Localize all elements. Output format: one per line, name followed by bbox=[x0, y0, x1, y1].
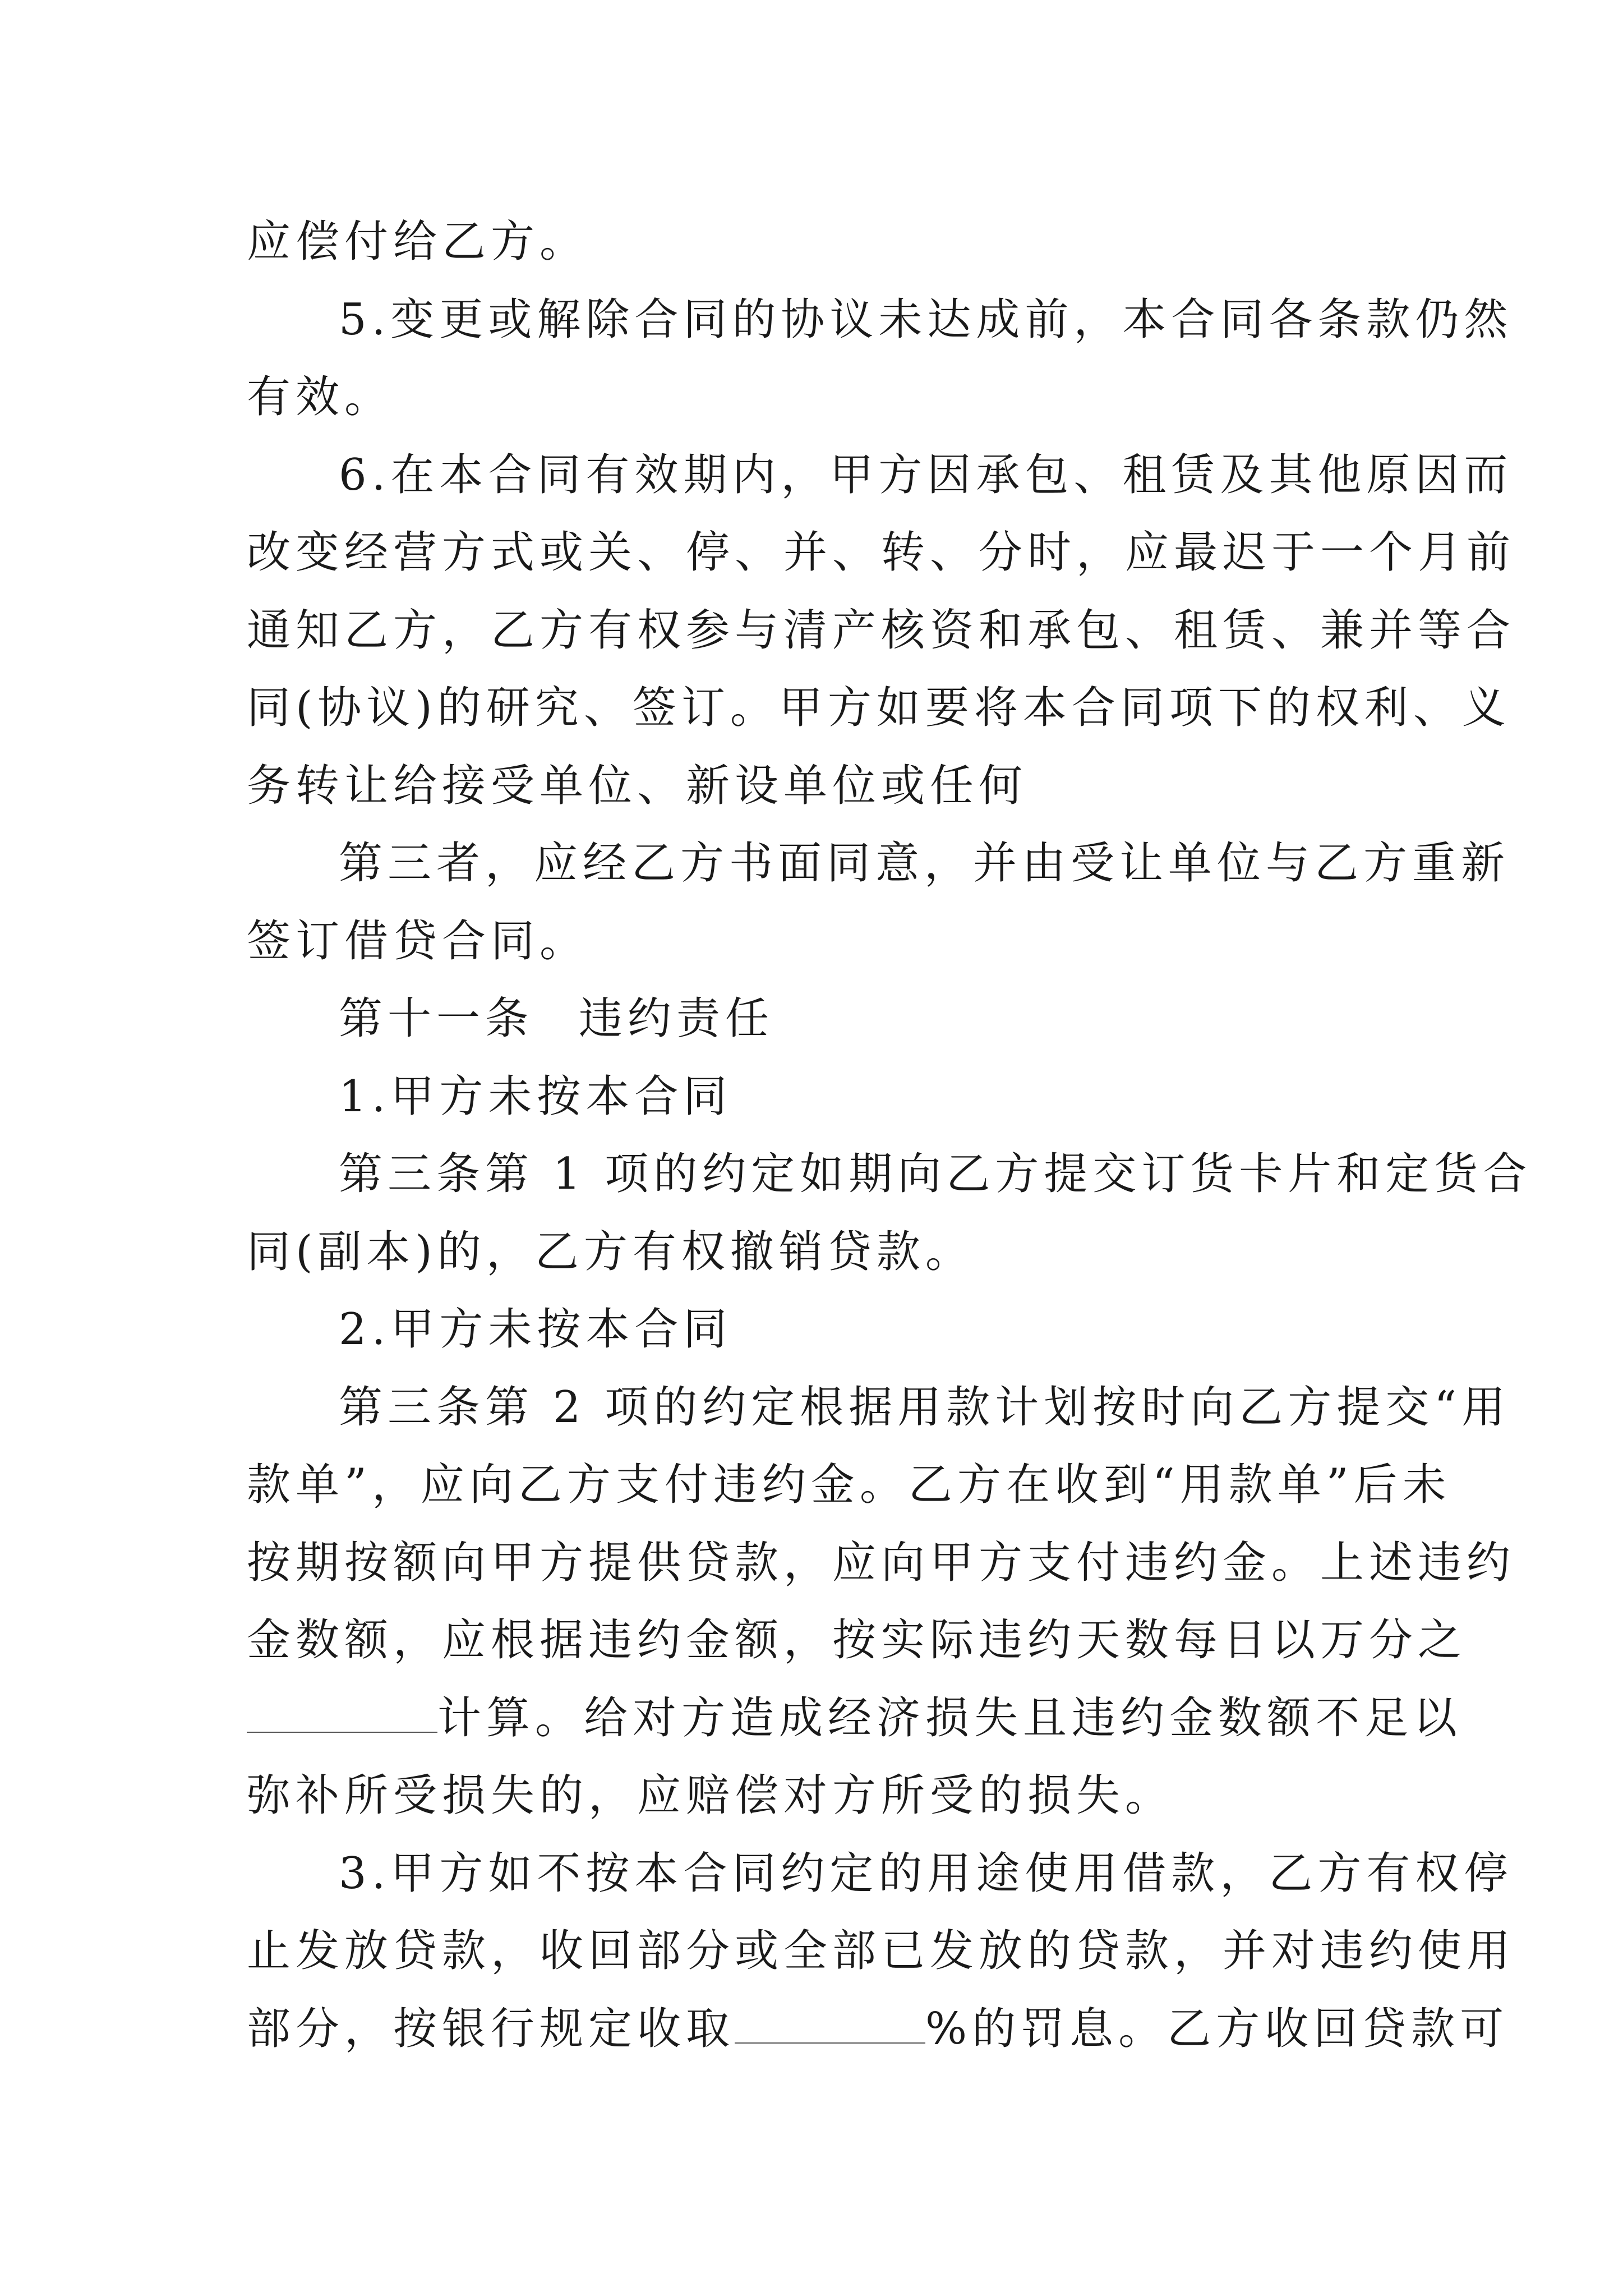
clause-5-line: 5.变更或解除合同的协议未达成前，本合同各条款仍然 bbox=[339, 294, 1513, 345]
text-line: 改变经营方式或关、停、并、转、分时，应最迟于一个月前 bbox=[247, 527, 1516, 578]
text-segment: %的罚息。乙方收回贷款可 bbox=[925, 2003, 1509, 2054]
article-11-heading bbox=[247, 980, 1385, 1058]
text-segment: 部分，按银行规定收取 bbox=[247, 2003, 735, 2054]
article-number: 第十一条 bbox=[339, 993, 534, 1044]
text-line: 止发放贷款，收回部分或全部已发放的贷款，并对违约使用 bbox=[247, 1926, 1516, 1976]
text-line bbox=[247, 1990, 1509, 2068]
text-line: 第三者，应经乙方书面同意，并由受让单位与乙方重新 bbox=[339, 838, 1510, 889]
text-line: 第三条第 1 项的约定如期向乙方提交订货卡片和定货合 bbox=[339, 1149, 1532, 1199]
text-line: 金数额，应根据违约金额，按实际违约天数每日以万分之 bbox=[247, 1615, 1467, 1665]
document-body bbox=[247, 203, 1532, 2068]
text-line: 签订借贷合同。 bbox=[247, 915, 589, 967]
text-line: 第三条第 2 项的约定根据用款计划按时向乙方提交“用 bbox=[339, 1382, 1511, 1433]
clause-3-line: 3.甲方如不按本合同约定的用途使用借款，乙方有权停 bbox=[339, 1848, 1513, 1899]
clause-6-line: 6.在本合同有效期内，甲方因承包、租赁及其他原因而 bbox=[339, 449, 1513, 500]
fill-blank-penalty bbox=[735, 2009, 925, 2044]
text-line: 务转让给接受单位、新设单位或任何 bbox=[247, 760, 1028, 811]
fill-blank-rate bbox=[247, 1698, 437, 1733]
text-line: 同(协议)的研究、签订。甲方如要将本合同项下的权利、义 bbox=[247, 683, 1511, 733]
clause-1-line: 1.甲方未按本合同 bbox=[339, 1071, 732, 1122]
text-line bbox=[247, 1680, 1463, 1757]
text-line: 同(副本)的，乙方有权撤销贷款。 bbox=[247, 1226, 974, 1277]
article-title: 违约责任 bbox=[579, 993, 774, 1044]
text-line: 应偿付给乙方。 bbox=[247, 217, 589, 267]
text-line: 弥补所受损失的，应赔偿对方所受的损失。 bbox=[247, 1770, 1174, 1821]
text-segment: 计算。给对方造成经济损失且违约金数额不足以 bbox=[437, 1692, 1463, 1743]
text-line: 按期按额向甲方提供贷款，应向甲方支付违约金。上述违约 bbox=[247, 1537, 1516, 1588]
text-line: 款单”，应向乙方支付违约金。乙方在收到“用款单”后未 bbox=[247, 1460, 1451, 1510]
text-line: 有效。 bbox=[247, 372, 394, 422]
clause-2-line: 2.甲方未按本合同 bbox=[339, 1304, 732, 1355]
text-line: 通知乙方，乙方有权参与清产核资和承包、租赁、兼并等合 bbox=[247, 605, 1516, 656]
